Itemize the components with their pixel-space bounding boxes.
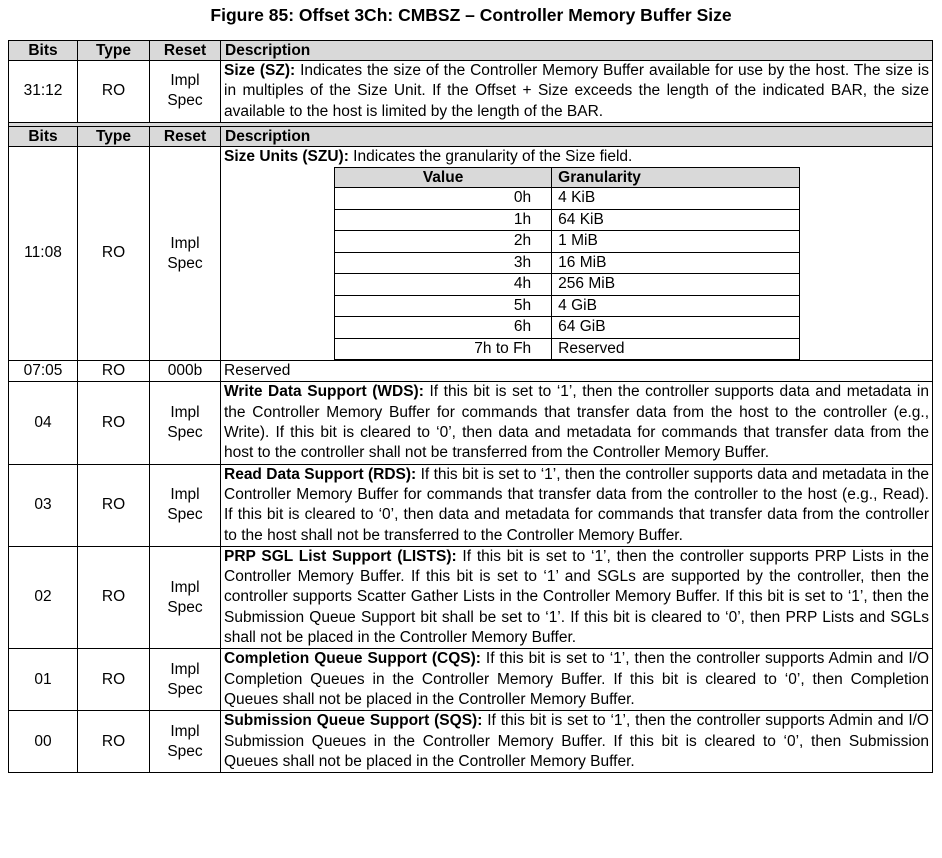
granularity-row <box>335 188 800 210</box>
table-row <box>9 711 933 773</box>
reset-line-1: Impl <box>170 722 200 740</box>
reset-line-1: Impl <box>170 660 200 678</box>
type-cell: RO <box>78 546 150 648</box>
value-cell: 1h <box>335 209 552 231</box>
field-name: Completion Queue Support (CQS): <box>224 650 481 668</box>
table-row <box>9 61 933 123</box>
granularity-cell: 4 KiB <box>552 188 800 210</box>
description-cell <box>221 61 933 123</box>
reset-cell: 000b <box>150 361 221 382</box>
bits-cell: 04 <box>9 382 78 464</box>
reset-cell <box>150 711 221 773</box>
field-text: If this bit is set to ‘1’, then the controller supports Admin and I/O Completion Queues in the Controller Memory Buffer. If this bit is cleared to ‘0’, then Completion Queues shall not be placed in the Controller Memory Buffer. <box>224 650 929 708</box>
reset-line-2: Spec <box>167 506 203 524</box>
field-name: Submission Queue Support (SQS): <box>224 712 483 730</box>
granularity-cell: 1 MiB <box>552 231 800 253</box>
granularity-cell: 64 GiB <box>552 317 800 339</box>
bits-cell: 07:05 <box>9 361 78 382</box>
granularity-cell: 64 KiB <box>552 209 800 231</box>
reset-line-2: Spec <box>167 742 203 760</box>
field-text: Indicates the granularity of the Size field. <box>348 147 633 165</box>
reset-cell <box>150 61 221 123</box>
type-cell: RO <box>78 361 150 382</box>
reset-cell <box>150 146 221 360</box>
reset-line-1: Impl <box>170 72 200 90</box>
register-table <box>8 40 933 773</box>
reset-line-2: Spec <box>167 254 203 272</box>
reset-cell <box>150 649 221 711</box>
table-row <box>9 382 933 464</box>
field-name: Read Data Support (RDS): <box>224 465 417 483</box>
bits-cell: 02 <box>9 546 78 648</box>
field-text: If this bit is set to ‘1’, then the controller supports data and metadata in the Controller Memory Buffer for commands that transfer data from the host to the controller (e.g., Write). If this bit is cleared to ‘0’, then data and metadata for commands that transfer data from the host to the controller shall not be transferred from the Controller Memory Buffer. <box>224 383 929 462</box>
description-cell <box>221 711 933 773</box>
type-cell: RO <box>78 464 150 546</box>
type-cell: RO <box>78 649 150 711</box>
table-row <box>9 361 933 382</box>
bits-cell: 11:08 <box>9 146 78 360</box>
reset-line-2: Spec <box>167 92 203 110</box>
field-name: Size Units (SZU): <box>224 147 349 165</box>
description-cell <box>221 382 933 464</box>
field-text: If this bit is set to ‘1’, then the controller supports Admin and I/O Submission Queues in the Controller Memory Buffer. If this bit is cleared to ‘0’, then Submission Queues shall not be placed in the Controller Memory Buffer. <box>224 712 929 770</box>
field-name: Size (SZ): <box>224 62 296 79</box>
description-cell <box>221 546 933 648</box>
granularity-row <box>335 252 800 274</box>
value-cell: 6h <box>335 317 552 339</box>
granularity-row <box>335 231 800 253</box>
type-cell: RO <box>78 711 150 773</box>
granularity-row <box>335 295 800 317</box>
granularity-cell: 4 GiB <box>552 295 800 317</box>
reset-line-1: Impl <box>170 486 200 504</box>
type-header: Type <box>78 126 150 146</box>
type-cell: RO <box>78 382 150 464</box>
table-row <box>9 649 933 711</box>
bits-cell: 01 <box>9 649 78 711</box>
type-cell: RO <box>78 61 150 123</box>
granularity-cell: 256 MiB <box>552 274 800 296</box>
granularity-header: Granularity <box>552 168 800 188</box>
figure-caption: Figure 85: Offset 3Ch: CMBSZ – Controller Memory Buffer Size <box>210 5 732 25</box>
type-cell: RO <box>78 146 150 360</box>
description-header: Description <box>221 126 933 146</box>
field-name: PRP SGL List Support (LISTS): <box>224 547 457 565</box>
description-cell <box>221 146 933 360</box>
value-cell: 4h <box>335 274 552 296</box>
granularity-row <box>335 317 800 339</box>
bits-header: Bits <box>9 41 78 61</box>
field-text: If this bit is set to ‘1’, then the controller supports PRP Lists in the Controller Memory Buffer. If this bit is set to ‘1’ and SGLs are supported by the controller, then the controller supports Scatter Gather Lists in the Controller Memory Buffer. If this bit is set to ‘1’, then the Submission Queue Support bit shall be set to ‘1’. If this bit is cleared to ‘0’, then PRP Lists and SGLs shall not be placed in the Controller Memory Buffer. <box>224 547 930 647</box>
field-text: Indicates the size of the Controller Memory Buffer available for use by the host. The size is in multiples of the Size Unit. If the Offset + Size exceeds the length of the indicated BAR, the size available to the host is limited by the length of the BAR. <box>224 62 929 120</box>
granularity-cell: 16 MiB <box>552 252 800 274</box>
granularity-row <box>335 338 800 360</box>
value-cell: 3h <box>335 252 552 274</box>
value-cell: 5h <box>335 295 552 317</box>
value-cell: 2h <box>335 231 552 253</box>
reset-header: Reset <box>150 126 221 146</box>
value-header: Value <box>335 168 552 188</box>
bits-header: Bits <box>9 126 78 146</box>
description-cell: Reserved <box>221 361 933 382</box>
description-header: Description <box>221 41 933 61</box>
granularity-row <box>335 274 800 296</box>
table-row <box>9 146 933 360</box>
reset-cell <box>150 546 221 648</box>
description-cell <box>221 464 933 546</box>
header-row <box>9 126 933 146</box>
reset-cell <box>150 464 221 546</box>
granularity-row <box>335 209 800 231</box>
reset-cell <box>150 382 221 464</box>
header-row <box>9 41 933 61</box>
value-cell: 7h to Fh <box>335 338 552 360</box>
reset-line-2: Spec <box>167 598 203 616</box>
granularity-table <box>334 167 800 360</box>
reset-line-1: Impl <box>170 234 200 252</box>
description-cell <box>221 649 933 711</box>
bits-cell: 31:12 <box>9 61 78 123</box>
reset-line-2: Spec <box>167 424 203 442</box>
field-name: Write Data Support (WDS): <box>224 383 424 401</box>
granularity-cell: Reserved <box>552 338 800 360</box>
reset-line-2: Spec <box>167 680 203 698</box>
bits-cell: 03 <box>9 464 78 546</box>
bits-cell: 00 <box>9 711 78 773</box>
table-row <box>9 546 933 648</box>
value-cell: 0h <box>335 188 552 210</box>
field-text: If this bit is set to ‘1’, then the controller supports data and metadata in the Controller Memory Buffer for commands that transfer data from the controller to the host (e.g., Read). If this bit is cleared to ‘0’, then data and metadata for commands that transfer data from the controller to the host shall not be transferred to the Controller Memory Buffer. <box>224 465 929 544</box>
reset-line-1: Impl <box>170 404 200 422</box>
type-header: Type <box>78 41 150 61</box>
reset-line-1: Impl <box>170 578 200 596</box>
table-row <box>9 464 933 546</box>
reset-header: Reset <box>150 41 221 61</box>
